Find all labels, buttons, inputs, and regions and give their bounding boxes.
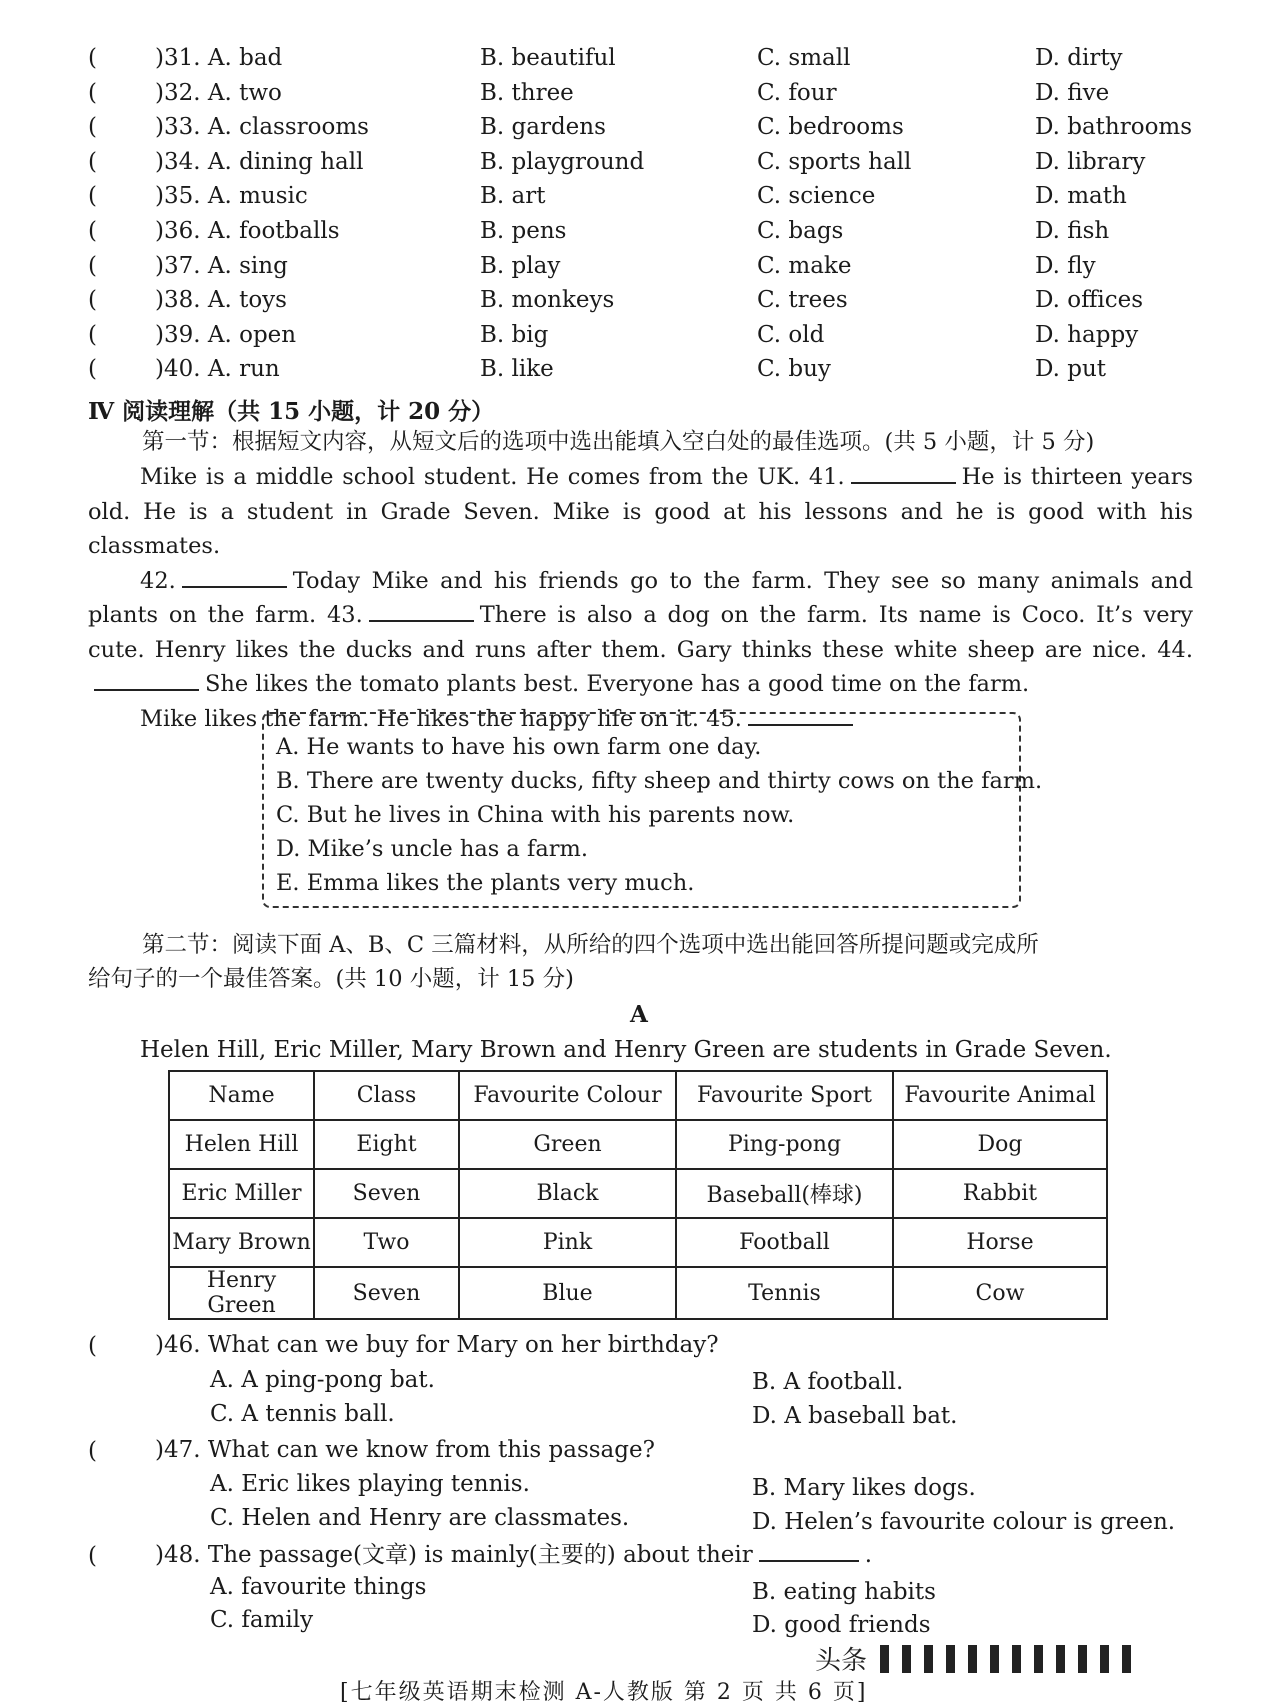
cloze-option: C. trees bbox=[757, 287, 848, 314]
cloze-option: D. fly bbox=[1035, 252, 1096, 279]
q47-option-c: C. Helen and Henry are classmates. bbox=[210, 1505, 630, 1531]
answer-bracket[interactable]: ( bbox=[88, 321, 97, 348]
cloze-option: D. fish bbox=[1035, 218, 1110, 244]
q47-option-a: A. Eric likes playing tennis. bbox=[210, 1471, 530, 1497]
table-cell: Pink bbox=[459, 1218, 676, 1267]
th-colour: Favourite Colour bbox=[459, 1071, 676, 1120]
cloze-question: )40. A. run bbox=[155, 356, 280, 383]
answer-bracket[interactable]: ( bbox=[88, 114, 97, 141]
cloze-option: C. science bbox=[757, 183, 876, 210]
blank-43 bbox=[369, 598, 474, 622]
q47-option-d: D. Helen’s favourite colour is green. bbox=[752, 1509, 1176, 1535]
question-48: )48. The passage(文章) is mainly(主要的) about their . bbox=[155, 1538, 872, 1570]
blank-41 bbox=[851, 460, 956, 484]
cloze-option: B. pens bbox=[480, 218, 567, 244]
q48-option-d: D. good friends bbox=[752, 1612, 931, 1638]
cloze-question: )36. A. footballs bbox=[155, 218, 340, 244]
answer-bracket[interactable]: ( bbox=[88, 79, 97, 106]
cloze-option: D. put bbox=[1035, 356, 1107, 383]
cloze-option: B. monkeys bbox=[480, 287, 615, 314]
answer-bracket[interactable]: ( bbox=[88, 1333, 97, 1359]
table-row bbox=[169, 1120, 1107, 1169]
cloze-option: B. playground bbox=[480, 148, 645, 175]
answer-bracket[interactable]: ( bbox=[88, 287, 97, 314]
q46-option-b: B. A football. bbox=[752, 1369, 904, 1395]
option-b: B. There are twenty ducks, fifty sheep and thirty cows on the farm. bbox=[276, 768, 1043, 794]
answer-bracket[interactable]: ( bbox=[88, 252, 97, 279]
table-row bbox=[169, 1218, 1107, 1267]
table-row bbox=[169, 1169, 1107, 1218]
blank-42 bbox=[182, 564, 287, 588]
table-cell: Helen Hill bbox=[169, 1120, 314, 1169]
answer-bracket[interactable]: ( bbox=[88, 1543, 97, 1569]
cloze-option: B. art bbox=[480, 183, 546, 210]
answer-bracket[interactable]: ( bbox=[88, 45, 97, 71]
cloze-option: C. bedrooms bbox=[757, 114, 904, 141]
table-row bbox=[169, 1267, 1107, 1319]
table-cell: Black bbox=[459, 1169, 676, 1218]
passage: Mike is a middle school student. He comes from the UK. 41. He is thirteen years old. He is a student in Grade Seven. Mike is good at his lessons and he is good with his classmates. 42. Today Mike and his friends go to the farm. They see so many animals and plants on the farm. 43. There is also a dog on the farm. Its name is Coco. It’s very cute. Henry likes the ducks and runs after them. Gary thinks these white sheep are nice. 44.She likes the tomato plants best. Everyone has a good time on the farm. Mike likes the farm. He likes the happy life on it. 45. bbox=[88, 460, 1193, 736]
th-name: Name bbox=[169, 1071, 314, 1120]
cloze-question: )35. A. music bbox=[155, 183, 308, 210]
cloze-option: C. old bbox=[757, 321, 825, 348]
passage-a-intro: Helen Hill, Eric Miller, Mary Brown and Henry Green are students in Grade Seven. bbox=[140, 1037, 1112, 1063]
cloze-option: B. like bbox=[480, 356, 554, 383]
cloze-option: B. three bbox=[480, 79, 574, 106]
cloze-option: D. offices bbox=[1035, 287, 1144, 314]
blank-44 bbox=[94, 667, 199, 691]
cloze-option: C. four bbox=[757, 79, 837, 106]
watermark-bars bbox=[880, 1645, 1144, 1677]
section-title: Ⅳ 阅读理解（共 15 小题，计 20 分） bbox=[88, 398, 495, 425]
th-class: Class bbox=[314, 1071, 459, 1120]
cloze-question: )39. A. open bbox=[155, 321, 297, 348]
cloze-option: B. play bbox=[480, 252, 561, 279]
table-cell: Seven bbox=[314, 1169, 459, 1218]
part2-instruction-2: 给句子的一个最佳答案。(共 10 小题，计 15 分) bbox=[88, 966, 574, 992]
table-cell: Eric Miller bbox=[169, 1169, 314, 1218]
cloze-option: D. five bbox=[1035, 79, 1110, 106]
cloze-option: D. bathrooms bbox=[1035, 114, 1193, 141]
table-cell: Dog bbox=[893, 1120, 1107, 1169]
cloze-option: C. make bbox=[757, 252, 852, 279]
q46-option-a: A. A ping-pong bat. bbox=[210, 1367, 435, 1393]
table-cell: Football bbox=[676, 1218, 893, 1267]
cloze-option: C. buy bbox=[757, 356, 831, 383]
part2-instruction-1: 第二节：阅读下面 A、B、C 三篇材料，从所给的四个选项中选出能回答所提问题或完成所 bbox=[142, 932, 1039, 958]
answer-bracket[interactable]: ( bbox=[88, 1438, 97, 1464]
q48-option-b: B. eating habits bbox=[752, 1579, 936, 1605]
cloze-option: C. small bbox=[757, 45, 851, 71]
table-cell: Tennis bbox=[676, 1267, 893, 1319]
cloze-question: )38. A. toys bbox=[155, 287, 287, 314]
part1-instruction: 第一节：根据短文内容，从短文后的选项中选出能填入空白处的最佳选项。(共 5 小题，计 5 分) bbox=[142, 429, 1095, 455]
table-header-row bbox=[169, 1071, 1107, 1120]
cloze-option: D. happy bbox=[1035, 321, 1139, 348]
table-cell: Seven bbox=[314, 1267, 459, 1319]
q46-option-d: D. A baseball bat. bbox=[752, 1403, 958, 1429]
cloze-option: D. math bbox=[1035, 183, 1127, 210]
cloze-question: )31. A. bad bbox=[155, 45, 283, 71]
cloze-option: B. beautiful bbox=[480, 45, 616, 71]
table-cell: Ping-pong bbox=[676, 1120, 893, 1169]
th-animal: Favourite Animal bbox=[893, 1071, 1107, 1120]
q48-option-c: C. family bbox=[210, 1607, 314, 1633]
table-cell: Mary Brown bbox=[169, 1218, 314, 1267]
table-cell: Baseball(棒球) bbox=[676, 1169, 893, 1218]
table-cell: Green bbox=[459, 1120, 676, 1169]
q48-option-a: A. favourite things bbox=[210, 1574, 427, 1600]
table-cell: Henry Green bbox=[169, 1267, 314, 1319]
option-c: C. But he lives in China with his parents now. bbox=[276, 802, 795, 828]
watermark-logo: 头条 bbox=[815, 1646, 868, 1676]
cloze-question: )33. A. classrooms bbox=[155, 114, 369, 141]
blank-48 bbox=[759, 1538, 859, 1562]
option-e: E. Emma likes the plants very much. bbox=[276, 870, 695, 896]
answer-bracket[interactable]: ( bbox=[88, 356, 97, 383]
cloze-option: C. bags bbox=[757, 218, 844, 244]
question-46: )46. What can we buy for Mary on her birthday? bbox=[155, 1332, 719, 1358]
cloze-option: B. gardens bbox=[480, 114, 606, 141]
cloze-option: B. big bbox=[480, 321, 549, 348]
student-table bbox=[168, 1070, 1108, 1320]
page-footer: [七年级英语期末检测 A-人教版 第 2 页 共 6 页] bbox=[340, 1680, 868, 1705]
passage-a-heading: A bbox=[630, 1001, 648, 1028]
options-box bbox=[262, 712, 1043, 908]
option-d: D. Mike’s uncle has a farm. bbox=[276, 836, 588, 862]
table-cell: Eight bbox=[314, 1120, 459, 1169]
answer-bracket[interactable]: ( bbox=[88, 183, 97, 210]
q47-option-b: B. Mary likes dogs. bbox=[752, 1475, 976, 1501]
option-a: A. He wants to have his own farm one day. bbox=[276, 734, 762, 760]
question-47: )47. What can we know from this passage? bbox=[155, 1437, 655, 1463]
cloze-option: D. library bbox=[1035, 148, 1146, 175]
cloze-option: D. dirty bbox=[1035, 45, 1123, 71]
cloze-option: C. sports hall bbox=[757, 148, 912, 175]
answer-bracket[interactable]: ( bbox=[88, 148, 97, 175]
table-cell: Horse bbox=[893, 1218, 1107, 1267]
q46-option-c: C. A tennis ball. bbox=[210, 1401, 395, 1427]
cloze-question: )32. A. two bbox=[155, 79, 282, 106]
cloze-question: )34. A. dining hall bbox=[155, 148, 364, 175]
table-cell: Blue bbox=[459, 1267, 676, 1319]
table-cell: Two bbox=[314, 1218, 459, 1267]
answer-bracket[interactable]: ( bbox=[88, 218, 97, 244]
table-cell: Rabbit bbox=[893, 1169, 1107, 1218]
cloze-question: )37. A. sing bbox=[155, 252, 288, 279]
table-cell: Cow bbox=[893, 1267, 1107, 1319]
th-sport: Favourite Sport bbox=[676, 1071, 893, 1120]
